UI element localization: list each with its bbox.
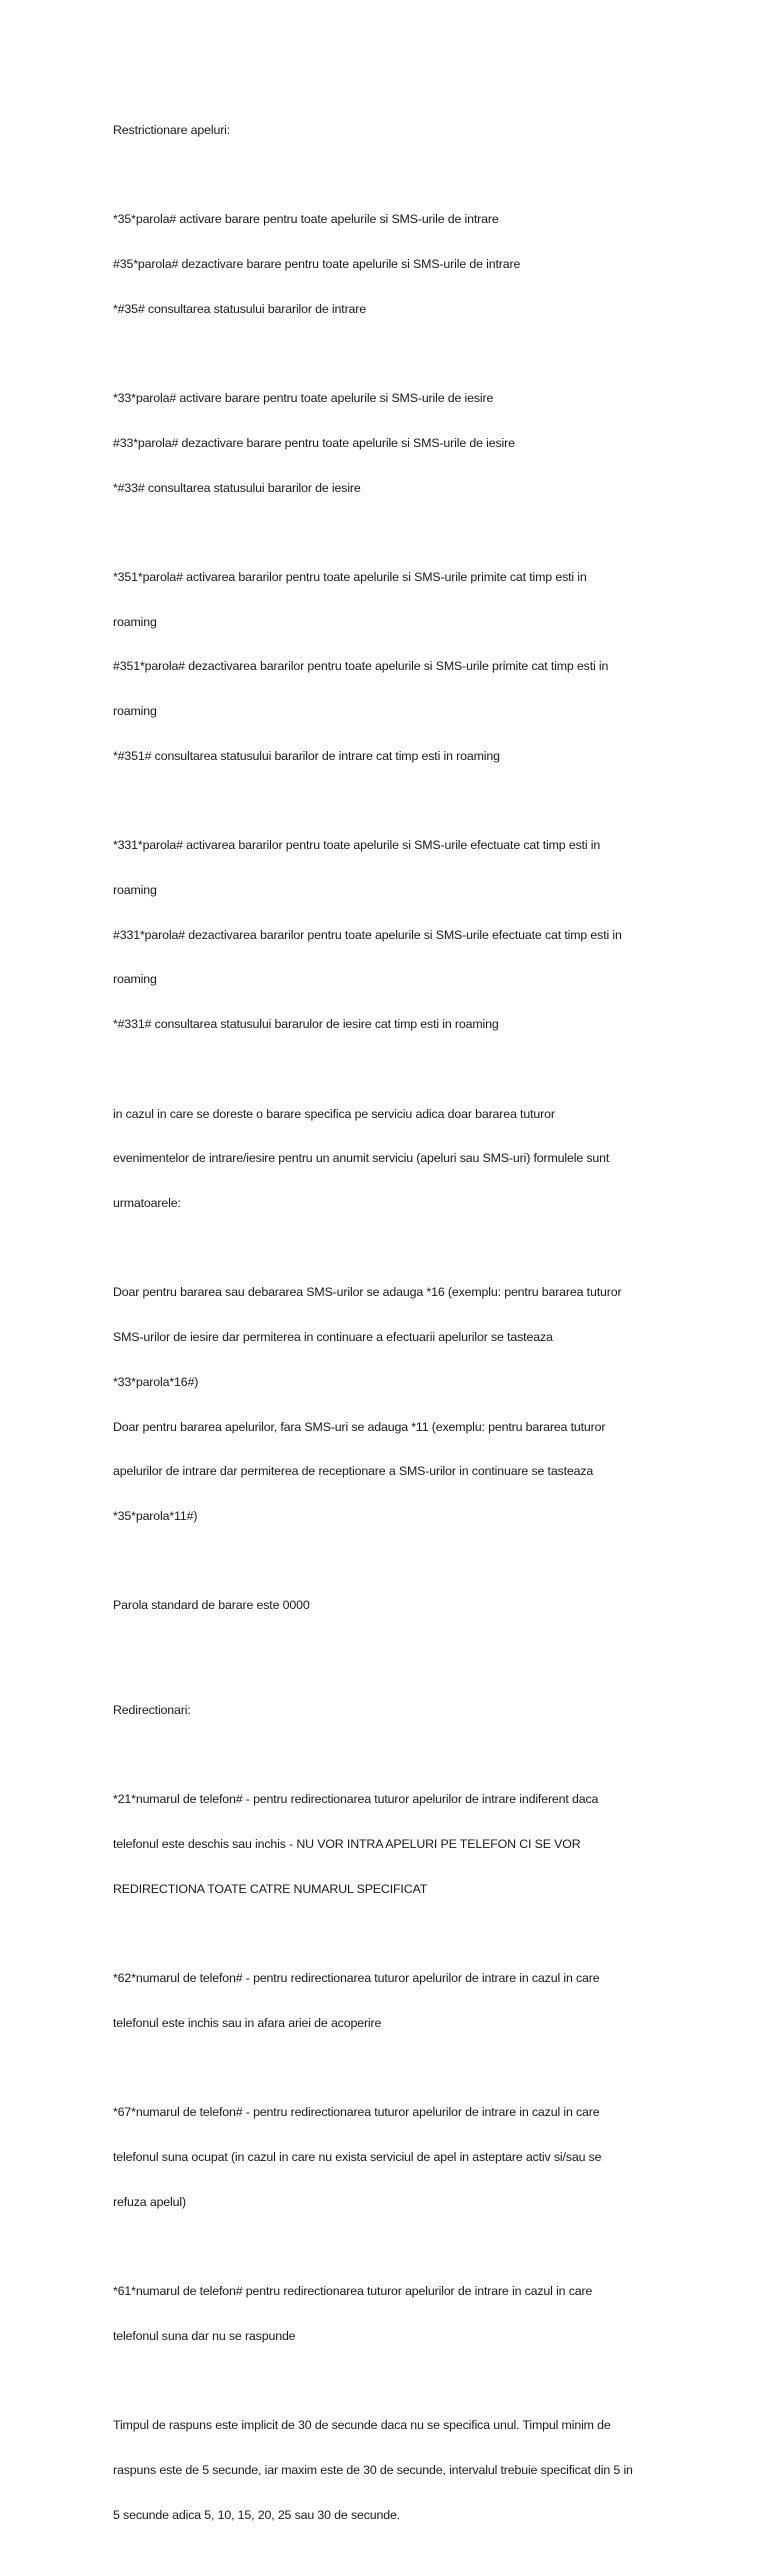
text-line: SMS-urilor de iesire dar permiterea in continuare a efectuarii apelurilor se tasteaza xyxy=(113,1330,553,1345)
paragraph-barare-iesire xyxy=(113,361,653,525)
text-line: *331*parola# activarea bararilor pentru toate apelurile si SMS-urile efectuate cat timp esti in xyxy=(113,838,601,853)
document-body xyxy=(113,93,653,2567)
paragraph-barare-intrare xyxy=(113,182,653,346)
text-line: *351*parola# activarea bararilor pentru toate apelurile si SMS-urile primite cat timp esti in xyxy=(113,569,587,584)
text-line: *#331# consultarea statusului bararulor de iesire cat timp esti in roaming xyxy=(113,1017,499,1032)
text-line: telefonul suna ocupat (in cazul in care nu exista serviciul de apel in asteptare activ si/sau se xyxy=(113,2149,602,2164)
text-line: raspuns este de 5 secunde, iar maxim este de 30 de secunde, intervalul trebuie specificat din 5 in xyxy=(113,2462,633,2477)
paragraph-parola-standard xyxy=(113,1569,653,1644)
text-line: Doar pentru bararea sau debararea SMS-urilor se adauga *16 (exemplu: pentru bararea tuturor xyxy=(113,1285,622,1300)
text-line: REDIRECTIONA TOATE CATRE NUMARUL SPECIFICAT xyxy=(113,1881,428,1896)
text-line: #331*parola# dezactivarea bararilor pentru toate apelurile si SMS-urile efectuate cat timp esti in xyxy=(113,927,622,942)
text-line: roaming xyxy=(113,614,157,629)
text-line: #35*parola# dezactivare barare pentru toate apelurile si SMS-urile de intrare xyxy=(113,256,521,271)
text-line: *67*numarul de telefon# - pentru redirectionarea tuturor apelurilor de intrare in cazul in care xyxy=(113,2105,600,2120)
text-line: *62*numarul de telefon# - pentru redirectionarea tuturor apelurilor de intrare in cazul in care xyxy=(113,1971,600,1986)
text-line: *#351# consultarea statusului bararilor de intrare cat timp esti in roaming xyxy=(113,748,500,763)
text-line: *33*parola# activare barare pentru toate apelurile si SMS-urile de iesire xyxy=(113,391,494,406)
paragraph-redirect-67 xyxy=(113,2075,653,2239)
paragraph-roaming-iesire xyxy=(113,808,653,1061)
paragraph-redirect-62 xyxy=(113,1941,653,2060)
text-line: urmatoarele: xyxy=(113,1195,181,1210)
text-line: *33*parola*16#) xyxy=(113,1374,199,1389)
paragraph-redirect-21 xyxy=(113,1762,653,1926)
text-line: refuza apelul) xyxy=(113,2194,186,2209)
text-line: evenimentelor de intrare/iesire pentru un anumit serviciu (apeluri sau SMS-uri) formulele sunt xyxy=(113,1151,610,1166)
section-heading-restrictionare: Restrictionare apeluri: xyxy=(113,122,231,137)
text-line: *#35# consultarea statusului bararilor de intrare xyxy=(113,301,367,316)
text-line: *#33# consultarea statusului bararilor de iesire xyxy=(113,480,361,495)
paragraph-roaming-intrare xyxy=(113,540,653,793)
text-line: *61*numarul de telefon# pentru redirectionarea tuturor apelurilor de intrare in cazul in care xyxy=(113,2284,593,2299)
text-line: roaming xyxy=(113,882,157,897)
text-line: roaming xyxy=(113,704,157,719)
spacer xyxy=(113,1658,653,1673)
text-line: telefonul suna dar nu se raspunde xyxy=(113,2328,296,2343)
text-line: Timpul de raspuns este implicit de 30 de secunde daca nu se specifica unul. Timpul minim de xyxy=(113,2418,611,2433)
paragraph-exemple-sms-apeluri xyxy=(113,1256,653,1554)
text-line: apelurilor de intrare dar permiterea de receptionare a SMS-urilor in continuare se tasteaza xyxy=(113,1464,594,1479)
text-line: *35*parola*11#) xyxy=(113,1509,198,1523)
text-line: telefonul este inchis sau in afara ariei de acoperire xyxy=(113,2015,382,2030)
text-line: in cazul in care se doreste o barare specifica pe serviciu adica doar bararea tuturor xyxy=(113,1106,555,1121)
text-line: *35*parola# activare barare pentru toate apelurile si SMS-urile de intrare xyxy=(113,212,499,227)
paragraph-redirect-61 xyxy=(113,2254,653,2373)
paragraph-barare-specifica xyxy=(113,1077,653,1241)
paragraph-timp-raspuns xyxy=(113,2388,653,2552)
text-line: Doar pentru bararea apelurilor, fara SMS-uri se adauga *11 (exemplu: pentru bararea tuturor xyxy=(113,1419,606,1434)
text-line: roaming xyxy=(113,972,157,987)
section-heading-redirectionari: Redirectionari: xyxy=(113,1702,191,1717)
text-line: 5 secunde adica 5, 10, 15, 20, 25 sau 30 de secunde. xyxy=(113,2507,401,2522)
text-line: #351*parola# dezactivarea bararilor pentru toate apelurile si SMS-urile primite cat timp esti in xyxy=(113,659,609,674)
text-line: *21*numarul de telefon# - pentru redirectionarea tuturor apelurilor de intrare indiferent daca xyxy=(113,1792,599,1807)
text-line: #33*parola# dezactivare barare pentru toate apelurile si SMS-urile de iesire xyxy=(113,435,515,450)
text-line: Parola standard de barare este 0000 xyxy=(113,1598,310,1613)
text-line: telefonul este deschis sau inchis - NU VOR INTRA APELURI PE TELEFON CI SE VOR xyxy=(113,1836,581,1851)
